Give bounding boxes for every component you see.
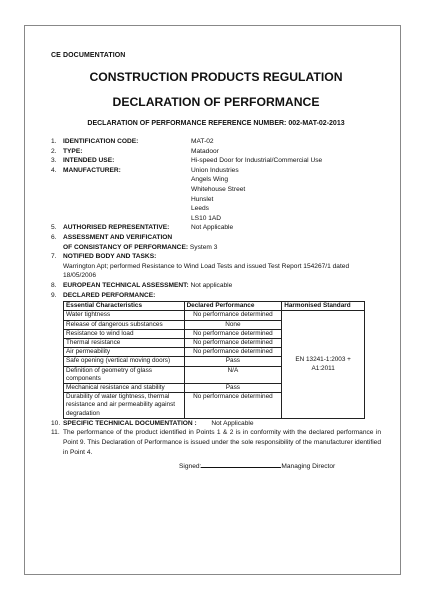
item-notified-body: 7. NOTIFIED BODY AND TASKS: <box>51 253 157 261</box>
declaration-title: DECLARATION OF PERFORMANCE <box>112 95 320 109</box>
item-authorised-representative: 5. AUTHORISED REPRESENTATIVE: Not Applicable <box>51 224 234 232</box>
harmonised-standard-cell: EN 13241-1:2003 + A1:2011 <box>282 311 365 418</box>
declaration-items <box>51 137 381 472</box>
item-manufacturer: 4. MANUFACTURER: Union Industries Angels Wing Whitehouse Street Hunslet Leeds LS10 1AD <box>51 166 381 224</box>
ce-documentation-heading: CE DOCUMENTATION <box>51 52 126 59</box>
notified-body-text: Warrington Apt; performed Resistance to Wind Load Tests and issued Test Report 154267/1 dated 18/05/2006 <box>63 262 350 280</box>
item-assessment-verification: 6. ASSESSMENT AND VERIFICATION OF CONSISTANCY OF PERFORMANCE: System 3 <box>51 233 218 251</box>
performance-table <box>63 301 365 419</box>
reference-number: DECLARATION OF PERFORMANCE REFERENCE NUMBER: 002-MAT-02-2013 <box>87 120 345 127</box>
item-specific-technical-documentation: 10. SPECIFIC TECHNICAL DOCUMENTATION : Not Applicable <box>51 419 254 427</box>
signature-line: Signed: Managing Director <box>179 463 336 471</box>
regulation-title: CONSTRUCTION PRODUCTS REGULATION <box>89 70 343 84</box>
table-row: Mechanical resistance and stability Pass <box>64 383 365 392</box>
item-declared-performance: 9. DECLARED PERFORMANCE: <box>51 291 156 299</box>
header-declared-performance: Declared Performance <box>184 302 282 311</box>
table-row: Durability of water tightness, thermal resistance and air permeability against degradation No performance determined <box>64 393 365 419</box>
table-row: Release of dangerous substances None <box>64 320 365 329</box>
table-row: Air permeability No performance determined <box>64 348 365 357</box>
table-header-row <box>64 302 365 311</box>
item-type: 2. TYPE: Matadoor <box>51 147 219 155</box>
header-harmonised-standard: Harmonised Standard <box>282 302 365 311</box>
table-row: Safe opening (vertical moving doors) Pass <box>64 357 365 366</box>
item-intended-use: 3. INTENDED USE: Hi-speed Door for Industrial/Commercial Use <box>51 157 323 165</box>
item-conformity-statement: 11. The performance of the product identified in Points 1 & 2 is in conformity with the declared performance in Point 9. This Declaration of Performance is issued under the sole responsibility of the manufacturer identified in Point 4. <box>51 429 381 456</box>
table-row: Resistance to wind load No performance determined <box>64 329 365 338</box>
manufacturer-address: Union Industries Angels Wing Whitehouse Street Hunslet Leeds LS10 1AD <box>191 166 246 222</box>
document-page <box>24 25 401 575</box>
document-body <box>51 52 381 472</box>
table-row: Water tightness No performance determined EN 13241-1:2003 + A1:2011 <box>64 311 365 320</box>
item-european-technical-assessment: 8. EUROPEAN TECHNICAL ASSESSMENT: Not applicable <box>51 281 233 289</box>
table-row: Thermal resistance No performance determined <box>64 338 365 347</box>
header-essential-characteristics: Essential Characteristics <box>64 302 185 311</box>
item-identification-code: 1. IDENTIFICATION CODE: MAT-02 <box>51 138 214 145</box>
table-row: Definition of geometry of glass components N/A <box>64 366 365 383</box>
signature-blank <box>201 461 281 468</box>
